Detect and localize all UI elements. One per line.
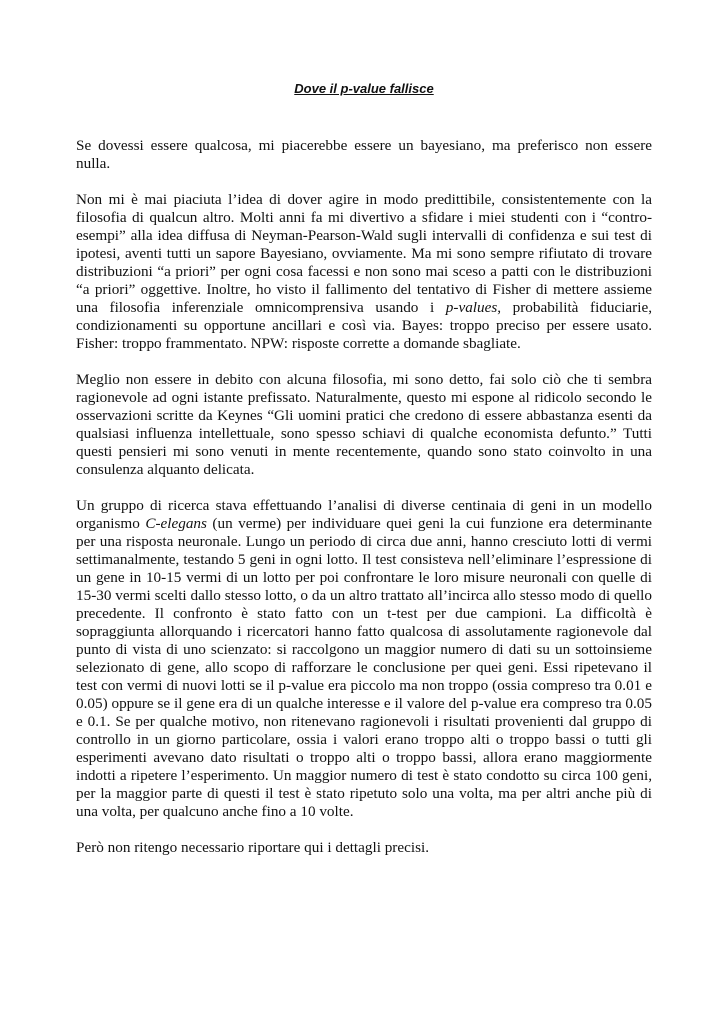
italic-term-p-values: p-values [445, 299, 498, 316]
paragraph-text: , probabilità fiduciarie, condizionamenti su opportune ancillari e così via. Bayes: troppo preciso per essere usato. Fisher: troppo frammentato. NPW: risposte corrette a domande sbagliate. [76, 299, 652, 352]
paragraph-text: Meglio non essere in debito con alcuna filosofia, mi sono detto, fai solo ciò che ti sembra ragionevole ad ogni istante prefissato. Naturalmente, questo mi espone al ridicolo secondo le osservazioni scritte da Keynes “Gli uomini pratici che credono di essere abbastanza esenti da qualsiasi influenza intellettuale, sono spesso schiavi di qualche economista defunto.” Tutti questi pensieri mi sono venuti in mente recentemente, quando sono stato coinvolto in una consulenza alquanto delicata. [76, 371, 652, 478]
paragraph-text: Però non ritengo necessario riportare qui i dettagli precisi. [76, 839, 429, 856]
italic-term-c-elegans: C-elegans [145, 515, 207, 532]
paragraph-text: Se dovessi essere qualcosa, mi piacerebbe essere un bayesiano, ma preferisco non essere nulla. [76, 137, 652, 172]
paragraph-2 [76, 191, 652, 353]
paragraph-text: Un gruppo di ricerca stava effettuando l’analisi di diverse centinaia di geni in un modello organismo [76, 497, 652, 532]
paragraph-4 [76, 497, 652, 821]
paragraph-text: Non mi è mai piaciuta l’idea di dover agire in modo predittibile, consistentemente con la filosofia di qualcun altro. Molti anni fa mi divertivo a sfidare i miei studenti con i “contro-esempi” alla idea diffusa di Neyman-Pearson-Wald sugli intervalli di confidenza e sui test di ipotesi, aventi tutti un sapore Bayesiano, ovviamente. Ma mi sono sempre rifiutato di trovare distribuzioni “a priori” per ogni cosa facessi e non sono mai sceso a patti con le distribuzioni “a priori” oggettive. Inoltre, ho visto il fallimento del tentativo di Fisher di mettere assieme una filosofia inferenziale omnicomprensiva usando i [76, 191, 652, 316]
paragraph-1 [76, 137, 652, 173]
document-page [76, 80, 652, 857]
paragraph-5 [76, 839, 652, 857]
paragraph-text: (un verme) per individuare quei geni la cui funzione era determinante per una risposta neuronale. Lungo un periodo di circa due anni, hanno cresciuto lotti di vermi settimanalmente, testando 5 geni in ogni lotto. Il test consisteva nell’eliminare l’espressione di un gene in 10-15 vermi di un lotto per poi confrontare le loro misure neuronali con quelle di 15-30 vermi scelti dallo stesso lotto, o da un altro trattato all’incirca allo stesso modo di quello precedente. Il confronto è stato fatto con un t-test per due campioni. La difficoltà è sopraggiunta allorquando i ricercatori hanno fatto qualcosa di assolutamente ragionevole dal punto di vista di uno scienzato: si raccolgono un maggior numero di dati su un sottoinsieme selezionato di gene, allo scopo di rafforzare le conclusione per quei geni. Essi ripetevano il test con vermi di nuovi lotti se il p-value era piccolo ma non troppo (ossia compreso tra 0.01 e 0.05) oppure se il gene era di un qualche interesse e il valore del p-value era compreso tra 0.05 e 0.1. Se per qualche motivo, non ritenevano ragionevoli i risultati provenienti dal gruppo di controllo in un giorno particolare, ossia i valori erano troppo alti o troppo bassi o tutti gli esperimenti avevano dato risultati o troppo alti o troppo bassi, allora erano maggiormente indotti a ripetere l’esperimento. Un maggior numero di test è stato condotto su circa 100 geni, per la maggior parte di questi il test è stato ripetuto solo una volta, ma per altri anche più di una volta, per qualcuno anche fino a 10 volte. [76, 515, 652, 820]
paragraph-3 [76, 371, 652, 479]
document-title: Dove il p-value fallisce [294, 81, 434, 96]
